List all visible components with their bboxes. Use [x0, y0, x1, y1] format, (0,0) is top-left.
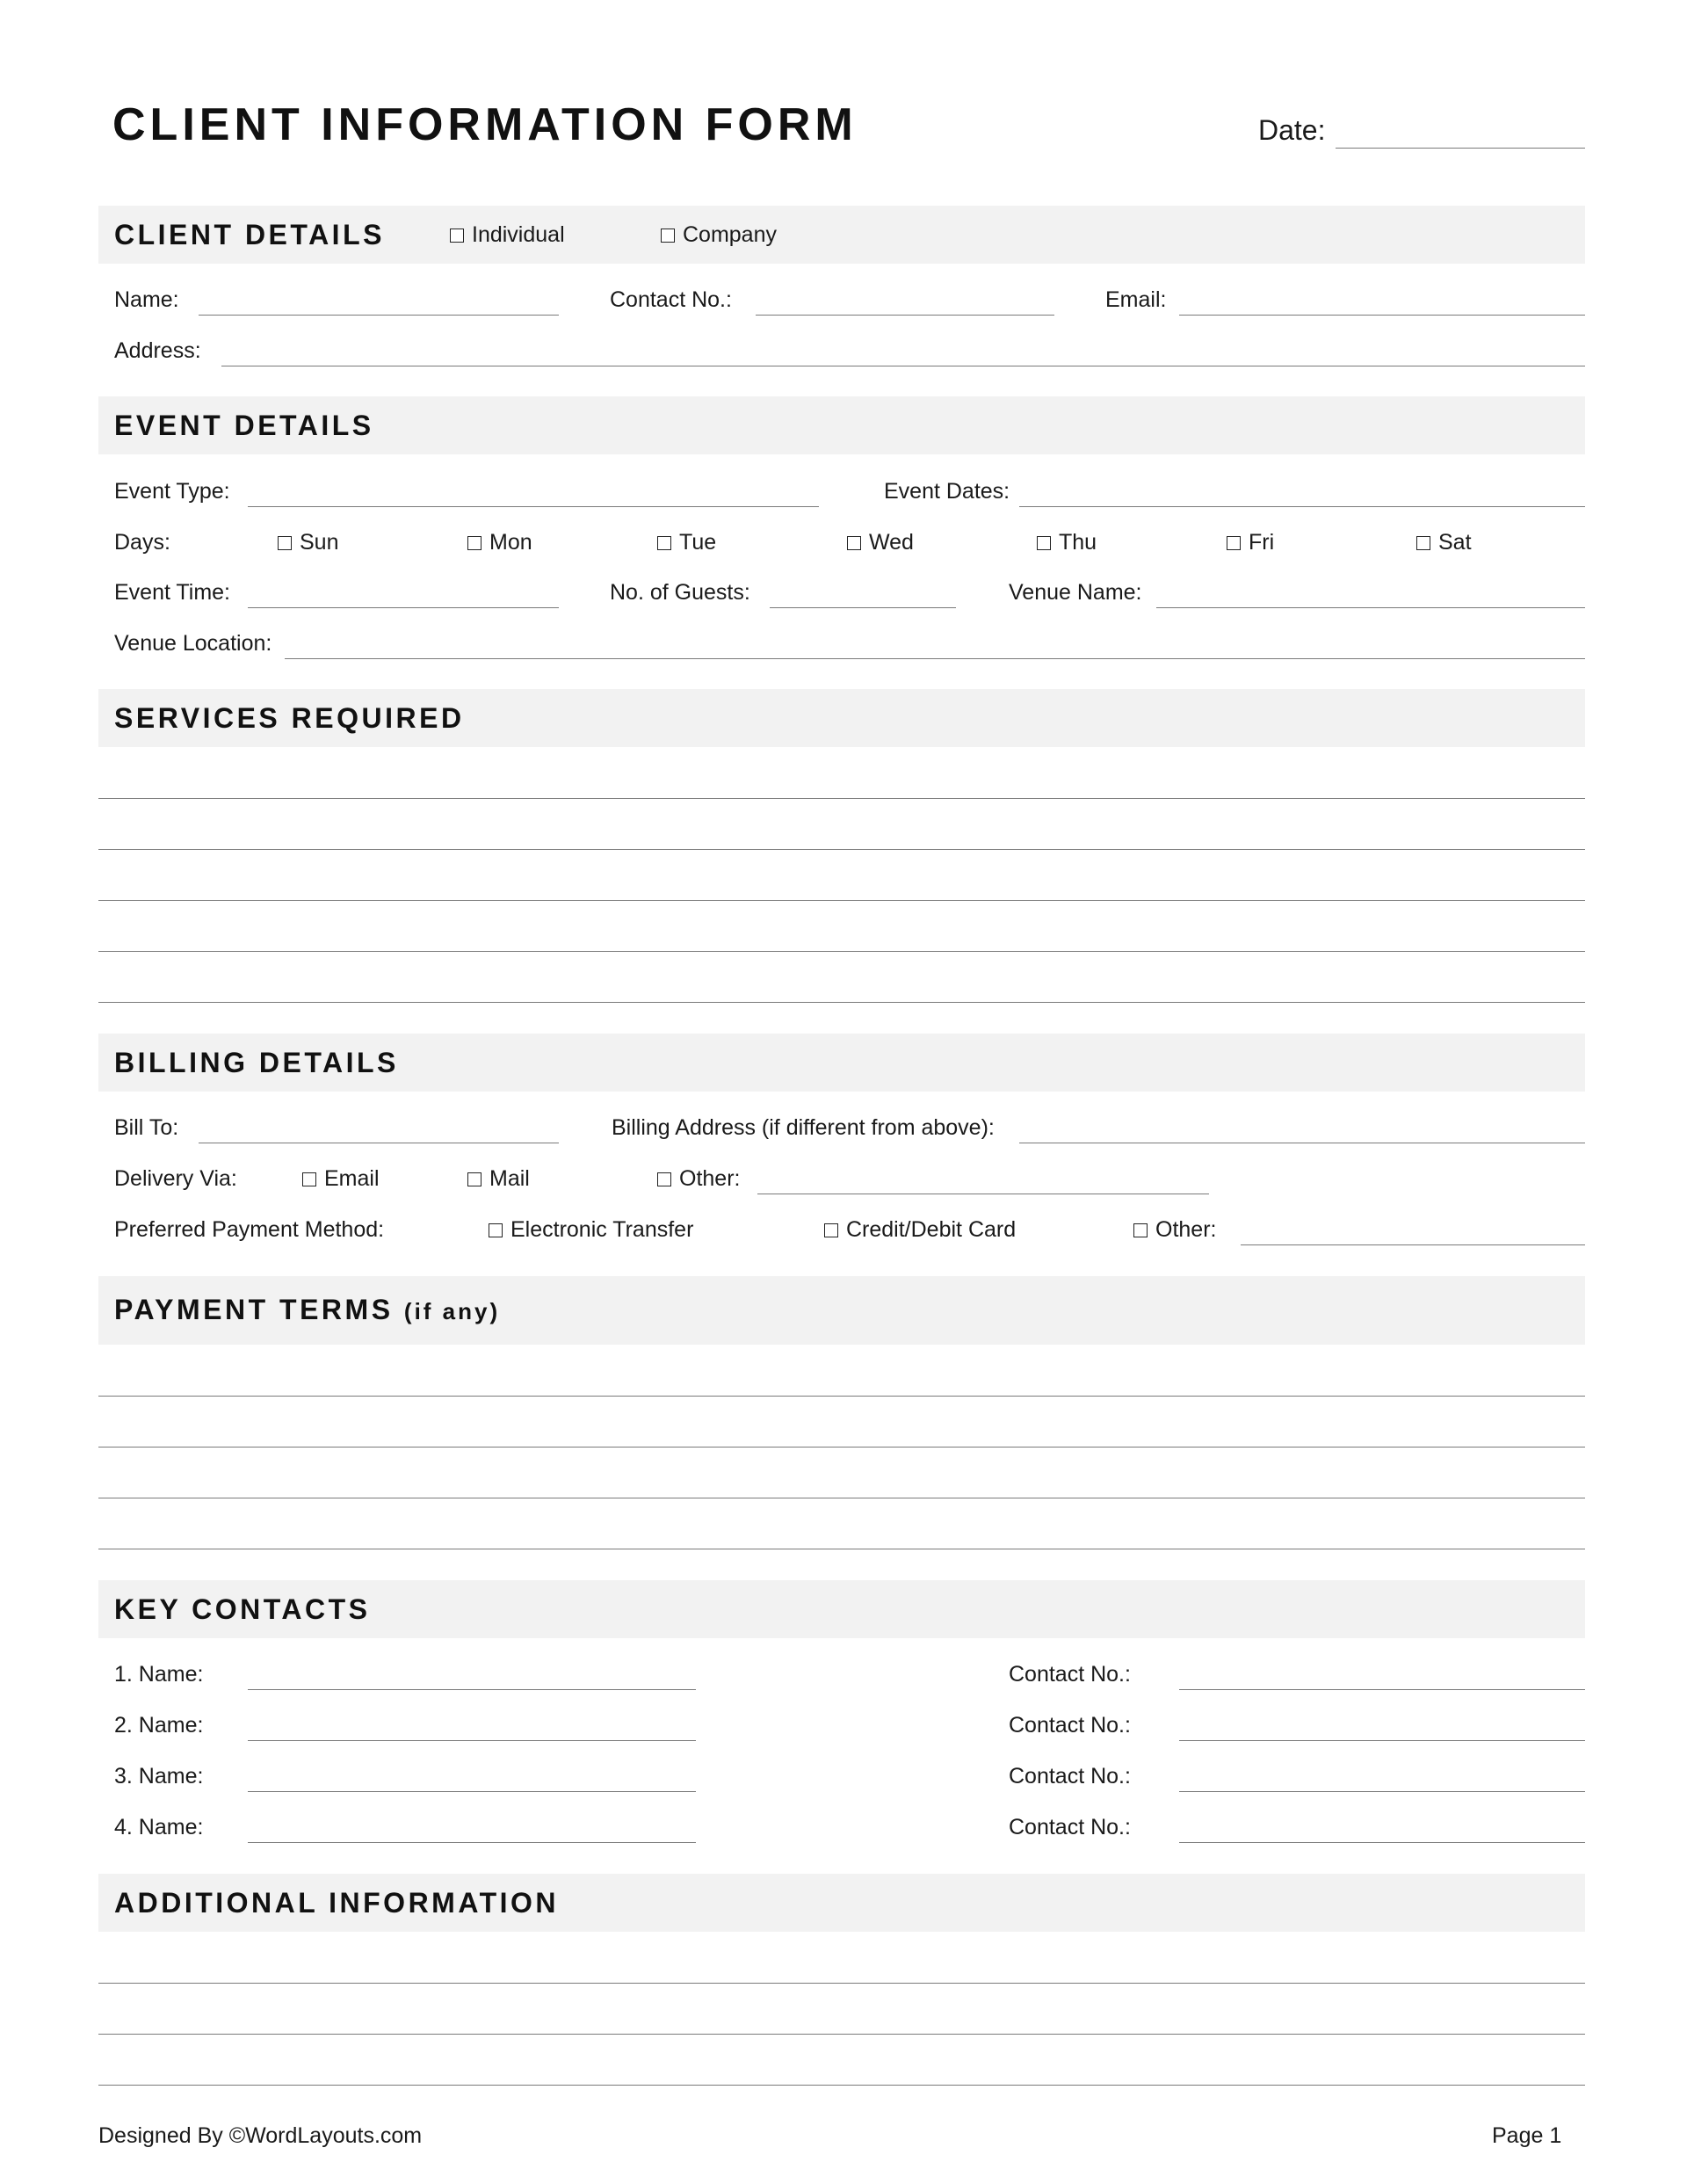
- payment-terms-line[interactable]: [98, 1447, 1585, 1448]
- page-number: Page 1: [1492, 2123, 1562, 2148]
- company-option[interactable]: Company: [661, 221, 777, 248]
- checkbox-icon[interactable]: [661, 229, 675, 243]
- billing-details-heading: BILLING DETAILS: [114, 1047, 399, 1078]
- venue-name-field[interactable]: [1156, 607, 1585, 608]
- services-required-heading: SERVICES REQUIRED: [114, 702, 465, 734]
- venue-name-label: Venue Name:: [1009, 580, 1142, 605]
- day-option-tue[interactable]: Tue: [657, 529, 716, 555]
- payment-terms-header: [98, 1276, 1585, 1345]
- contact-1-number-label: Contact No.:: [1009, 1662, 1131, 1687]
- footer-credit: Designed By ©WordLayouts.com: [98, 2123, 423, 2148]
- delivery-option-email[interactable]: Email: [302, 1165, 380, 1192]
- guests-label: No. of Guests:: [610, 580, 750, 605]
- checkbox-icon[interactable]: [467, 536, 481, 550]
- name-field[interactable]: [199, 315, 559, 316]
- payment-option-card[interactable]: Credit/Debit Card: [824, 1216, 1016, 1243]
- services-line[interactable]: [98, 900, 1585, 901]
- contact-field[interactable]: [756, 315, 1054, 316]
- email-field[interactable]: [1179, 315, 1585, 316]
- day-option-sun[interactable]: Sun: [278, 529, 338, 555]
- checkbox-icon[interactable]: [657, 1172, 671, 1186]
- bill-to-label: Bill To:: [114, 1115, 179, 1140]
- event-time-label: Event Time:: [114, 580, 230, 605]
- day-option-thu[interactable]: Thu: [1037, 529, 1097, 555]
- client-details-header: [98, 206, 1585, 264]
- day-option-wed[interactable]: Wed: [847, 529, 914, 555]
- event-time-field[interactable]: [248, 607, 559, 608]
- payment-option-other[interactable]: Other:: [1133, 1216, 1216, 1243]
- delivery-option-mail[interactable]: Mail: [467, 1165, 530, 1192]
- name-label: Name:: [114, 287, 179, 312]
- contact-2-number-field[interactable]: [1179, 1740, 1585, 1741]
- delivery-label: Delivery Via:: [114, 1166, 237, 1191]
- payment-terms-line[interactable]: [98, 1396, 1585, 1397]
- checkbox-icon[interactable]: [657, 536, 671, 550]
- event-details-header: [98, 396, 1585, 454]
- contact-4-name-field[interactable]: [248, 1842, 696, 1843]
- additional-info-line[interactable]: [98, 1983, 1585, 1984]
- contact-4-number-label: Contact No.:: [1009, 1815, 1131, 1839]
- billing-details-header: [98, 1034, 1585, 1092]
- contact-1-name-field[interactable]: [248, 1689, 696, 1690]
- payment-option-transfer[interactable]: Electronic Transfer: [489, 1216, 693, 1243]
- individual-option[interactable]: Individual: [450, 221, 565, 248]
- event-details-heading: EVENT DETAILS: [114, 410, 374, 441]
- day-option-mon[interactable]: Mon: [467, 529, 532, 555]
- checkbox-icon[interactable]: [1037, 536, 1051, 550]
- payment-terms-heading: PAYMENT TERMS (if any): [114, 1294, 501, 1325]
- delivery-option-other[interactable]: Other:: [657, 1165, 740, 1192]
- address-label: Address:: [114, 338, 201, 363]
- venue-location-label: Venue Location:: [114, 631, 272, 656]
- checkbox-icon[interactable]: [824, 1223, 838, 1237]
- contact-3-name-label: 3. Name:: [114, 1764, 204, 1789]
- additional-info-line[interactable]: [98, 2034, 1585, 2035]
- contact-4-name-label: 4. Name:: [114, 1815, 204, 1839]
- event-type-field[interactable]: [248, 506, 819, 507]
- payment-other-field[interactable]: [1241, 1244, 1585, 1245]
- services-line[interactable]: [98, 1002, 1585, 1003]
- date-field[interactable]: [1336, 148, 1585, 149]
- email-label: Email:: [1105, 287, 1167, 312]
- services-required-header: [98, 689, 1585, 747]
- additional-information-heading: ADDITIONAL INFORMATION: [114, 1887, 559, 1919]
- page-title: CLIENT INFORMATION FORM: [112, 99, 858, 150]
- checkbox-icon[interactable]: [847, 536, 861, 550]
- checkbox-icon[interactable]: [1227, 536, 1241, 550]
- contact-2-name-field[interactable]: [248, 1740, 696, 1741]
- contact-1-number-field[interactable]: [1179, 1689, 1585, 1690]
- contact-3-number-field[interactable]: [1179, 1791, 1585, 1792]
- contact-1-name-label: 1. Name:: [114, 1662, 204, 1687]
- checkbox-icon[interactable]: [467, 1172, 481, 1186]
- venue-location-field[interactable]: [285, 658, 1585, 659]
- day-option-sat[interactable]: Sat: [1416, 529, 1472, 555]
- contact-3-number-label: Contact No.:: [1009, 1764, 1131, 1789]
- key-contacts-header: [98, 1580, 1585, 1638]
- contact-label: Contact No.:: [610, 287, 732, 312]
- billing-address-label: Billing Address (if different from above):: [612, 1115, 995, 1140]
- date-label: Date:: [1258, 114, 1326, 146]
- checkbox-icon[interactable]: [450, 229, 464, 243]
- services-line[interactable]: [98, 849, 1585, 850]
- event-dates-field[interactable]: [1019, 506, 1585, 507]
- services-line[interactable]: [98, 798, 1585, 799]
- event-dates-label: Event Dates:: [884, 479, 1010, 504]
- contact-4-number-field[interactable]: [1179, 1842, 1585, 1843]
- contact-2-name-label: 2. Name:: [114, 1713, 204, 1738]
- key-contacts-heading: KEY CONTACTS: [114, 1593, 371, 1625]
- checkbox-icon[interactable]: [302, 1172, 316, 1186]
- client-details-heading: CLIENT DETAILS: [114, 219, 385, 250]
- additional-information-header: [98, 1874, 1585, 1932]
- payment-method-label: Preferred Payment Method:: [114, 1217, 385, 1242]
- event-type-label: Event Type:: [114, 479, 230, 504]
- checkbox-icon[interactable]: [489, 1223, 503, 1237]
- checkbox-icon[interactable]: [1133, 1223, 1148, 1237]
- guests-field[interactable]: [770, 607, 956, 608]
- contact-2-number-label: Contact No.:: [1009, 1713, 1131, 1738]
- day-option-fri[interactable]: Fri: [1227, 529, 1274, 555]
- checkbox-icon[interactable]: [278, 536, 292, 550]
- checkbox-icon[interactable]: [1416, 536, 1430, 550]
- services-line[interactable]: [98, 951, 1585, 952]
- additional-info-line[interactable]: [98, 2085, 1585, 2086]
- days-label: Days:: [114, 530, 170, 555]
- contact-3-name-field[interactable]: [248, 1791, 696, 1792]
